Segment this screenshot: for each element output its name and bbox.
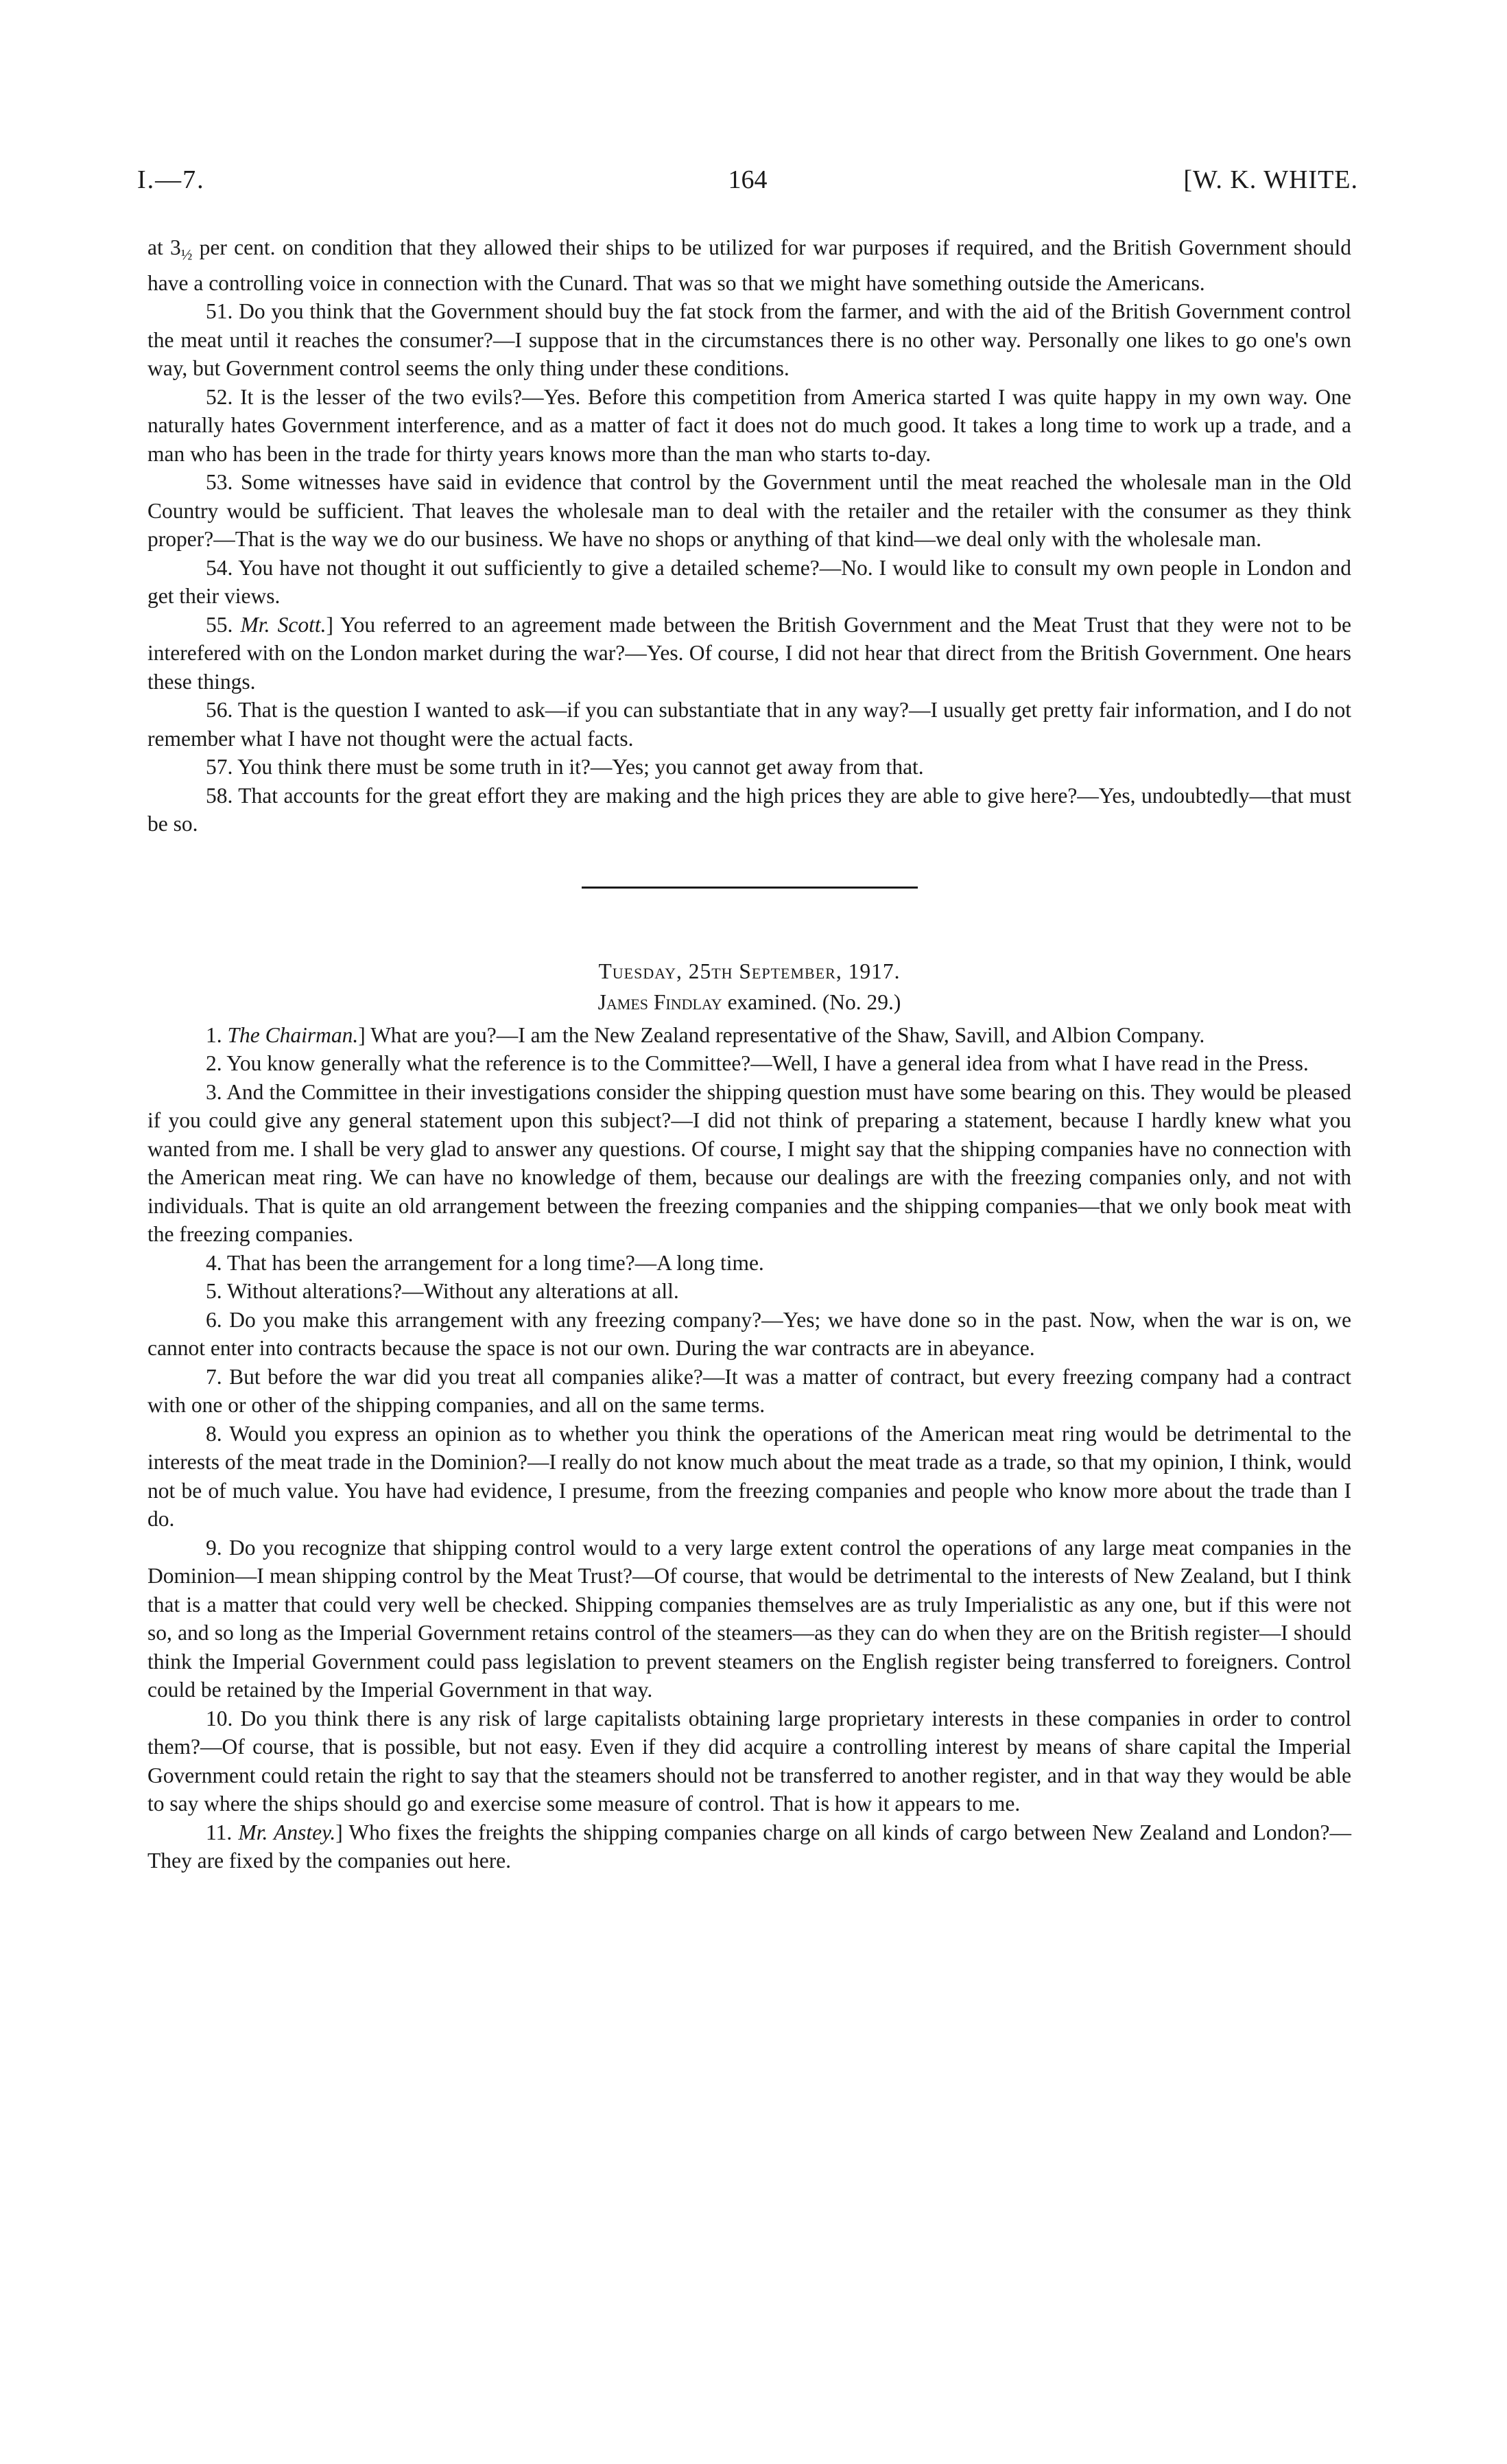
- qa-paragraph: 52. It is the lesser of the two evils?—Yes. Before this competition from America started I was quite happy in my own way. One naturally hates Government interference, and as a matter of fact it does not do much good. It takes a long time to work up a trade, and a man who has been in the trade for thirty years knows more than the man who starts to-day.: [147, 384, 1351, 466]
- qa-paragraph: 8. Would you express an opinion as to whether you think the operations of the American meat ring would be detrimental to the interests of the meat trade in the Dominion?—I really do not know much about the meat trade as a trade, so that my opinion, I think, would not be of much value. You have had evidence, I presume, from the freezing companies and people who know more about the trade than I do.: [147, 1421, 1351, 1532]
- qa-paragraph: 55. Mr. Scott.] You referred to an agreement made between the British Government and the Meat Trust that they were not to be interefered with on the London market during the war?—Yes. Of course, I did not hear that direct from the British Government. One hears these things.: [147, 612, 1352, 694]
- section-divider: [582, 887, 918, 889]
- page-header: [137, 165, 1358, 206]
- qa-paragraph: 6. Do you make this arrangement with any freezing company?—Yes; we have done so in the past. Now, when the war is on, we cannot enter into contracts because the space is not our own. During the war contracts are in abeyance.: [147, 1307, 1351, 1361]
- qa-paragraph: 5. Without alterations?—Without any alterations at all.: [206, 1279, 679, 1304]
- qa-paragraph: 10. Do you think there is any risk of large capitalists obtaining large proprietary interests in these companies in order to control them?—Of course, that is possible, but not easy. Even if they did acquire a controlling interest by means of share capital the Imperial Government could retain the right to say that the steamers should not be transferred to another register, and in that way they would be able to say where the ships should go and exercise some measure of control. That is how it appears to me.: [147, 1706, 1351, 1816]
- qa-paragraph: 11. Mr. Anstey.] Who fixes the freights the shipping companies charge on all kinds of cargo between New Zealand and London?—They are fixed by the companies out here.: [147, 1820, 1352, 1873]
- speaker-name: The Chairman.: [227, 1022, 359, 1047]
- qa-paragraph: 4. That has been the arrangement for a long time?—A long time.: [206, 1250, 764, 1275]
- qa-paragraph: 9. Do you recognize that shipping control would to a very large extent control the operations of any large meat companies in the Dominion—I mean shipping control by the Meat Trust?—Of course, that would be detrimental to the interests of New Zealand, but I think that is a matter that could very well be checked. Shipping companies themselves are as truly Imperialistic as any one, but if this were not so, and so long as the Imperial Government retains control of the steamers—as they can do when they are on the British register—I should think the Imperial Government could pass legislation to prevent steamers on the English register being transferred to foreigners. Control could be retained by the Imperial Government in that way.: [147, 1535, 1351, 1702]
- continuation-paragraph: at $3_{\frac{1}{2}}$ per cent. on condition that they allowed their ships to be utilized for war purposes if required, and the British Government should have a controlling voice in connection with the Cunard. That was so that we might have something outside the Americans.: [147, 235, 1351, 295]
- qa-paragraph: 56. That is the question I wanted to ask—if you can substantiate that in any way?—I usually get pretty fair information, and I do not remember what I have not thought were the actual facts.: [147, 698, 1351, 751]
- qa-paragraph: 54. You have not thought it out sufficiently to give a detailed scheme?—No. I would like to consult my own people in London and get their views.: [147, 555, 1351, 609]
- qa-paragraph: 7. But before the war did you treat all companies alike?—It was a matter of contract, but every freezing company had a contract with one or other of the shipping companies, and all on the same terms.: [147, 1364, 1351, 1418]
- document-reference: I.—7.: [137, 165, 205, 194]
- speaker-name: Mr. Anstey.: [238, 1820, 336, 1844]
- qa-paragraph: 51. Do you think that the Government should buy the fat stock from the farmer, and with the aid of the British Government control the meat until it reaches the consumer?—I suppose that in the circumstances there is no other way. Personally one likes to go one's own way, but Government control seems the only thing under these conditions.: [147, 299, 1351, 381]
- witness-examined-line: James Findlay examined. (No. 29.): [597, 990, 901, 1015]
- qa-paragraph: 1. The Chairman.] What are you?—I am the New Zealand representative of the Shaw, Savill, and Albion Company.: [206, 1022, 1205, 1047]
- speaker-name: Mr. Scott.: [240, 612, 327, 637]
- qa-paragraph: 53. Some witnesses have said in evidence that control by the Government until the meat reached the wholesale man in the Old Country would be sufficient. That leaves the wholesale man to deal with the retailer and the retailer with the consumer as they think proper?—That is the way we do our business. We have no shops or anything of that kind—we deal only with the wholesale man.: [147, 470, 1351, 552]
- qa-paragraph: 57. You think there must be some truth in it?—Yes; you cannot get away from that.: [206, 755, 924, 779]
- page-body: [147, 233, 1351, 1875]
- page-number: 164: [728, 165, 768, 194]
- qa-paragraph: 3. And the Committee in their investigations consider the shipping question must have some bearing on this. They would be pleased if you could give any general statement upon this subject?—I did not think of preparing a statement, because I hardly knew what you wanted from me. I shall be very glad to answer any questions. Of course, I might say that the shipping companies have no connection with the American meat ring. We can have no knowledge of them, because our dealings are with the freezing companies only, and not with individuals. That is quite an old arrangement between the freezing companies and the shipping companies—that we only book meat with the freezing companies.: [147, 1079, 1351, 1247]
- session-date: Tuesday, 25th September, 1917.: [598, 959, 901, 983]
- witness-name: James Findlay: [597, 990, 722, 1015]
- qa-paragraph: 58. That accounts for the great effort they are making and the high prices they are able to give here?—Yes, undoubtedly—that must be so.: [147, 783, 1351, 836]
- qa-paragraph: 2. You know generally what the reference is to the Committee?—Well, I have a general idea from what I have read in the Press.: [206, 1051, 1309, 1076]
- witness-name-header: [W. K. WHITE.: [1183, 165, 1358, 194]
